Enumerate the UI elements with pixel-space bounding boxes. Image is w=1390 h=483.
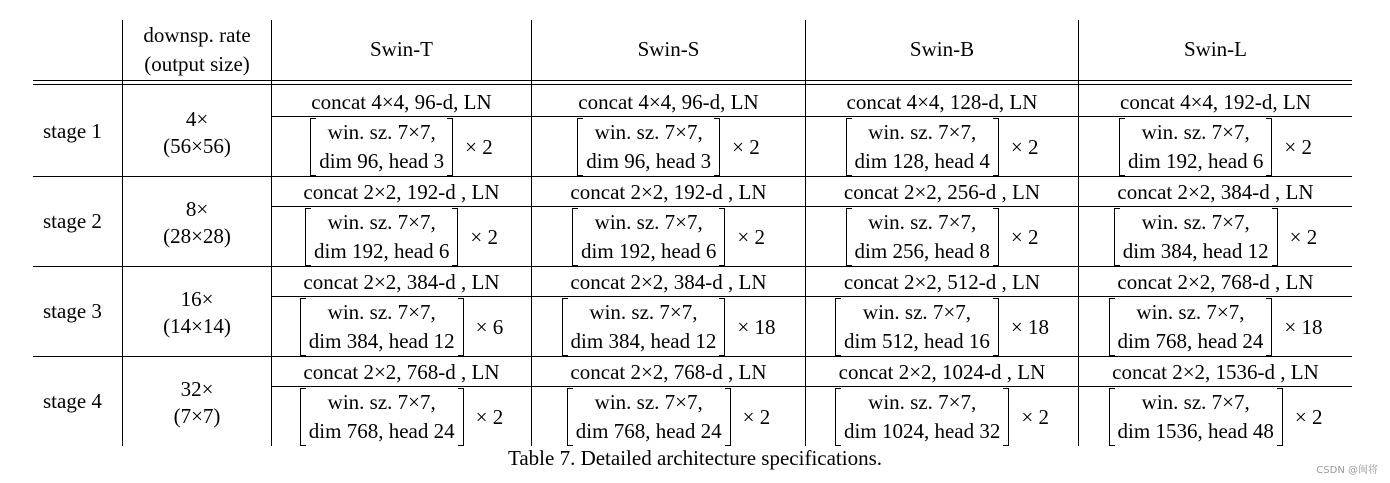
window-size: win. sz. 7×7, — [1136, 300, 1245, 324]
dim-heads: dim 384, head 12 — [1122, 239, 1269, 263]
concat-rule — [272, 116, 1352, 117]
dim-heads: dim 1536, head 48 — [1117, 419, 1274, 443]
stage-rate: 4× — [185, 107, 209, 131]
repeat-count: × 18 — [737, 314, 776, 339]
stage-divider — [33, 176, 1352, 177]
block-cell — [1079, 208, 1352, 266]
concat-cell: concat 4×4, 96-d, LN — [311, 90, 492, 114]
concat-cell: concat 2×2, 384-d , LN — [303, 270, 500, 294]
concat-cell: concat 2×2, 768-d , LN — [570, 360, 767, 384]
stage-label: stage 3 — [43, 299, 102, 323]
window-size: win. sz. 7×7, — [327, 300, 436, 324]
stage-rate: 16× — [180, 287, 214, 311]
block-cell — [806, 298, 1078, 356]
block-content — [306, 388, 458, 446]
window-size: win. sz. 7×7, — [1141, 210, 1250, 234]
repeat-count: × 18 — [1010, 314, 1049, 339]
repeat-count: × 2 — [1284, 134, 1312, 159]
block-content — [578, 208, 719, 266]
block-cell — [532, 208, 805, 266]
dim-heads: dim 96, head 3 — [586, 149, 712, 173]
block-content — [852, 208, 993, 266]
stage-size: (14×14) — [163, 314, 231, 338]
concat-rule — [272, 206, 1352, 207]
right-bracket — [1003, 388, 1009, 446]
concat-cell: concat 2×2, 768-d , LN — [303, 360, 500, 384]
block-content — [1120, 208, 1272, 266]
block-content — [306, 298, 458, 356]
repeat-count: × 2 — [1010, 134, 1039, 159]
block-content — [311, 208, 452, 266]
window-size: win. sz. 7×7, — [868, 390, 977, 414]
header-model-3: Swin-L — [1184, 37, 1247, 61]
repeat-count: × 2 — [470, 224, 498, 249]
concat-cell: concat 2×2, 1536-d , LN — [1112, 360, 1319, 384]
header-model-2: Swin-B — [909, 37, 975, 61]
window-size: win. sz. 7×7, — [594, 120, 703, 144]
window-size: win. sz. 7×7, — [589, 300, 698, 324]
stage-divider — [33, 356, 1352, 357]
dim-heads: dim 192, head 6 — [314, 239, 450, 263]
concat-cell: concat 2×2, 512-d , LN — [843, 270, 1041, 294]
concat-cell: concat 2×2, 768-d , LN — [1117, 270, 1314, 294]
right-bracket — [725, 388, 731, 446]
stage-size: (7×7) — [173, 404, 221, 428]
concat-cell: concat 2×2, 384-d , LN — [570, 270, 767, 294]
window-size: win. sz. 7×7, — [1141, 390, 1250, 414]
window-size: win. sz. 7×7, — [868, 210, 977, 234]
block-cell — [532, 118, 805, 176]
dim-heads: dim 384, head 12 — [570, 329, 717, 353]
dim-heads: dim 96, head 3 — [319, 149, 445, 173]
block-content — [1125, 118, 1266, 176]
repeat-count: × 2 — [465, 134, 493, 159]
repeat-count: × 2 — [742, 404, 771, 429]
stage-label: stage 2 — [43, 209, 102, 233]
block-content — [1115, 298, 1267, 356]
right-bracket — [447, 118, 453, 176]
watermark: CSDN @闽将 — [1316, 465, 1378, 476]
window-size: win. sz. 7×7, — [327, 120, 436, 144]
repeat-count: × 18 — [1284, 314, 1323, 339]
concat-rule — [272, 296, 1352, 297]
right-bracket — [993, 298, 999, 356]
block-content — [852, 118, 993, 176]
stage-size: (56×56) — [163, 134, 231, 158]
right-bracket — [719, 208, 725, 266]
block-cell — [272, 388, 531, 446]
concat-cell: concat 2×2, 1024-d , LN — [838, 360, 1046, 384]
stage-label: stage 1 — [43, 119, 102, 143]
right-bracket — [719, 298, 725, 356]
dim-heads: dim 768, head 24 — [575, 419, 722, 443]
right-bracket — [1266, 118, 1272, 176]
header-rate-line1: downsp. rate — [143, 23, 251, 47]
concat-cell: concat 4×4, 96-d, LN — [578, 90, 759, 114]
block-cell — [532, 388, 805, 446]
repeat-count: × 2 — [737, 224, 765, 249]
dim-heads: dim 192, head 6 — [581, 239, 717, 263]
concat-cell: concat 2×2, 256-d , LN — [843, 180, 1041, 204]
dim-heads: dim 1024, head 32 — [844, 419, 1001, 443]
stage-label: stage 4 — [43, 389, 102, 413]
concat-cell: concat 4×4, 128-d, LN — [846, 90, 1038, 114]
block-cell — [806, 208, 1078, 266]
block-cell — [272, 118, 531, 176]
dim-heads: dim 512, head 16 — [844, 329, 990, 353]
block-cell — [806, 388, 1078, 446]
block-cell — [806, 118, 1078, 176]
header-model-1: Swin-S — [637, 37, 700, 61]
header-bottom-rule — [33, 84, 1352, 85]
window-size: win. sz. 7×7, — [862, 300, 971, 324]
block-content — [573, 388, 725, 446]
right-bracket — [1277, 388, 1283, 446]
header-model-0: Swin-T — [370, 37, 433, 61]
repeat-count: × 2 — [732, 134, 760, 159]
block-cell — [1079, 118, 1352, 176]
repeat-count: × 2 — [1010, 224, 1039, 249]
stage-divider — [33, 266, 1352, 267]
block-cell — [272, 208, 531, 266]
table-caption: Table 7. Detailed architecture specifications. — [507, 446, 883, 470]
block-cell — [1079, 298, 1352, 356]
concat-rule — [272, 386, 1352, 387]
dim-heads: dim 768, head 24 — [1117, 329, 1264, 353]
block-cell — [1079, 388, 1352, 446]
right-bracket — [458, 298, 464, 356]
repeat-count: × 2 — [1294, 404, 1323, 429]
block-content — [568, 298, 720, 356]
right-bracket — [1272, 208, 1278, 266]
dim-heads: dim 768, head 24 — [308, 419, 455, 443]
window-size: win. sz. 7×7, — [594, 390, 703, 414]
stage-rate: 8× — [185, 197, 209, 221]
repeat-count: × 2 — [1289, 224, 1318, 249]
right-bracket — [458, 388, 464, 446]
right-bracket — [993, 208, 999, 266]
window-size: win. sz. 7×7, — [594, 210, 703, 234]
block-content — [841, 298, 993, 356]
right-bracket — [1266, 298, 1272, 356]
right-bracket — [993, 118, 999, 176]
block-cell — [272, 298, 531, 356]
repeat-count: × 2 — [475, 404, 504, 429]
repeat-count: × 6 — [475, 314, 504, 339]
block-content — [316, 118, 447, 176]
repeat-count: × 2 — [1021, 404, 1049, 429]
stage-rate: 32× — [180, 377, 214, 401]
concat-cell: concat 2×2, 192-d , LN — [303, 180, 500, 204]
window-size: win. sz. 7×7, — [327, 390, 436, 414]
dim-heads: dim 384, head 12 — [308, 329, 455, 353]
block-cell — [532, 298, 805, 356]
stage-size: (28×28) — [163, 224, 231, 248]
concat-cell: concat 2×2, 384-d , LN — [1117, 180, 1314, 204]
right-bracket — [714, 118, 720, 176]
block-content — [583, 118, 714, 176]
dim-heads: dim 192, head 6 — [1128, 149, 1264, 173]
header-top-rule — [33, 80, 1352, 81]
dim-heads: dim 256, head 8 — [854, 239, 990, 263]
dim-heads: dim 128, head 4 — [854, 149, 990, 173]
block-content — [1115, 388, 1277, 446]
block-content — [841, 388, 1003, 446]
right-bracket — [452, 208, 458, 266]
window-size: win. sz. 7×7, — [868, 120, 977, 144]
concat-cell: concat 4×4, 192-d, LN — [1120, 90, 1311, 114]
window-size: win. sz. 7×7, — [1141, 120, 1250, 144]
concat-cell: concat 2×2, 192-d , LN — [570, 180, 767, 204]
header-rate-line2: (output size) — [144, 52, 250, 76]
window-size: win. sz. 7×7, — [327, 210, 436, 234]
